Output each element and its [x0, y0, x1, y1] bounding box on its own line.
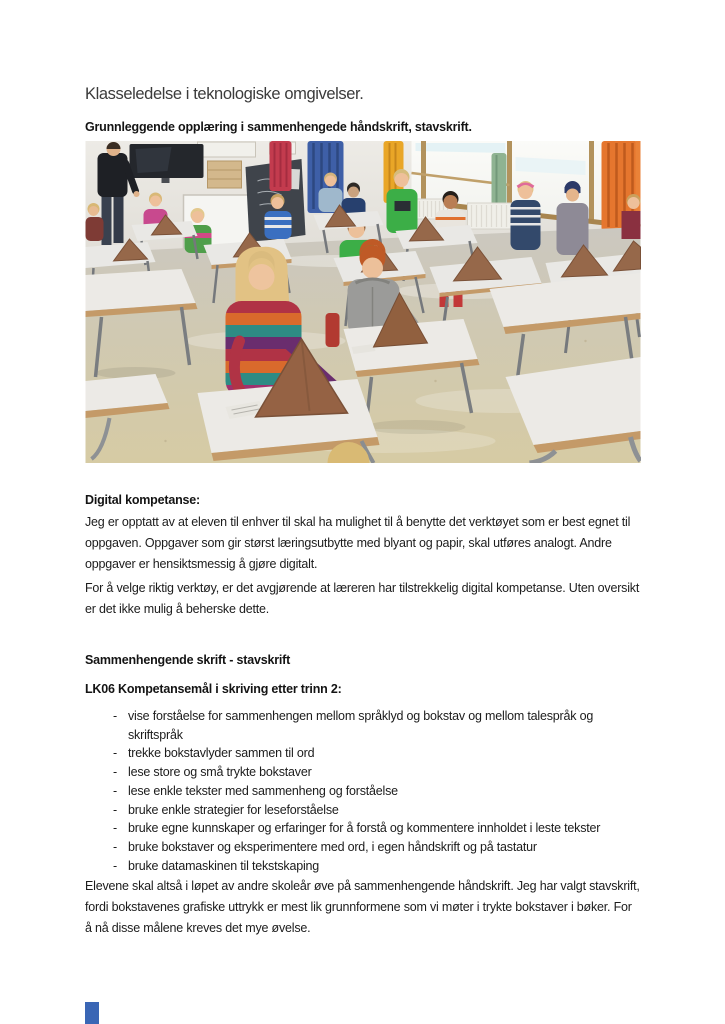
list-marker: - — [113, 783, 117, 798]
section-heading-lk06: LK06 Kompetansemål i skriving etter trinn 2: — [85, 682, 342, 696]
list-item-text: bruke bokstaver og eksperimentere med ord, i egen håndskrift og på tastatur — [128, 839, 537, 854]
list-item — [85, 744, 641, 763]
list-marker: - — [113, 858, 117, 873]
paragraph-digital-2: For å velge riktig verktøy, er det avgjørende at læreren har tilstrekkelig digital kompetanse. Uten oversikt er det ikke mulig å beherske dette. — [85, 581, 640, 616]
list-item-text: bruke enkle strategier for leseforståelse — [128, 802, 339, 817]
list-marker: - — [113, 839, 117, 854]
classroom-photo-illustration — [85, 141, 641, 463]
list-item-text: lese store og små trykte bokstaver — [128, 765, 312, 780]
paragraph-digital-1: Jeg er opptatt av at eleven til enhver til skal ha mulighet til å benytte det verktøyet som er best egnet til oppgaven. Oppgaver som gir størst læringsutbytte med blyant og papir, skal utføres analogt. Andre oppgaver er hensiktsmessig å gjøre digitalt. — [85, 515, 631, 571]
list-item — [85, 763, 641, 782]
list-marker: - — [113, 765, 117, 780]
list-item-text: bruke datamaskinen til tekstskaping — [128, 858, 320, 873]
list-marker: - — [113, 821, 117, 836]
list-marker: - — [113, 802, 117, 817]
list-item — [85, 801, 641, 820]
section-heading-digital-kompetanse: Digital kompetanse: — [85, 493, 200, 507]
classroom-photo — [85, 141, 641, 463]
list-item — [85, 857, 641, 876]
list-item-text: lese enkle tekster med sammenheng og forståelse — [128, 783, 398, 798]
section-heading-sammenhengende-skrift: Sammenhengende skrift - stavskrift — [85, 653, 291, 667]
competence-goals-list — [85, 707, 641, 875]
list-item-text: bruke egne kunnskaper og erfaringer for å forstå og kommentere innholdet i leste tekster — [128, 821, 601, 836]
classroom-tv — [130, 144, 204, 183]
list-item — [85, 819, 641, 838]
curtain-red — [270, 141, 292, 191]
paragraph-closing: Elevene skal altså i løpet av andre skoleår øve på sammenhengende håndskrift. Jeg har valgt stavskrift, fordi bokstavenes grafiske uttrykk er mest lik grunnformene som vi møter i trykte bokstaver i bøker. For å nå disse målene kreves det mye øvelse. — [85, 879, 640, 935]
document-subtitle: Grunnleggende opplæring i sammenhengede håndskrift, stavskrift. — [85, 120, 472, 134]
list-item — [85, 838, 641, 857]
list-marker: - — [113, 709, 117, 723]
list-item-text: vise forståelse for sammenhengen mellom språklyd og bokstav og mellom talespråk og skriftspråk — [128, 709, 594, 742]
next-page-fragment — [85, 1002, 99, 1024]
document-title: Klasseledelse i teknologiske omgivelser. — [85, 85, 364, 103]
shelf — [208, 161, 242, 188]
list-marker: - — [113, 746, 117, 761]
list-item — [85, 782, 641, 801]
list-item-text: trekke bokstavlyder sammen til ord — [128, 746, 315, 761]
list-item — [85, 707, 641, 744]
curtain-green — [492, 153, 507, 209]
